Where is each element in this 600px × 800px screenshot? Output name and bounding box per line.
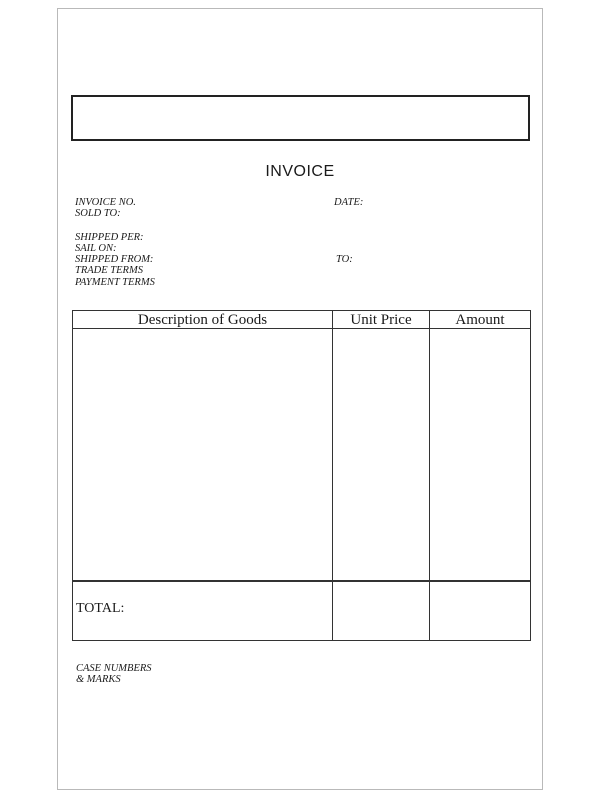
marks-label: & MARKS: [76, 674, 121, 685]
invoice-title: INVOICE: [265, 163, 335, 180]
column-divider-2: [429, 311, 430, 640]
amount-column-header: Amount: [455, 312, 505, 328]
shipped-per-label: SHIPPED PER:: [75, 232, 144, 243]
payment-terms-label: PAYMENT TERMS: [75, 277, 155, 288]
shipped-from-label: SHIPPED FROM:: [75, 254, 154, 265]
company-header-box[interactable]: [71, 95, 530, 141]
case-numbers-label: CASE NUMBERS: [76, 663, 152, 674]
to-label: TO:: [336, 254, 353, 265]
date-label: DATE:: [334, 197, 364, 208]
column-divider-1: [332, 311, 333, 640]
unit-price-column-header: Unit Price: [350, 312, 412, 328]
sold-to-label: SOLD TO:: [75, 208, 121, 219]
total-divider: [73, 580, 530, 582]
description-column-header: Description of Goods: [137, 312, 268, 328]
invoice-no-label: INVOICE NO.: [75, 197, 136, 208]
trade-terms-label: TRADE TERMS: [75, 265, 143, 276]
total-label: TOTAL:: [76, 601, 125, 616]
sail-on-label: SAIL ON:: [75, 243, 117, 254]
goods-table: [72, 310, 531, 641]
